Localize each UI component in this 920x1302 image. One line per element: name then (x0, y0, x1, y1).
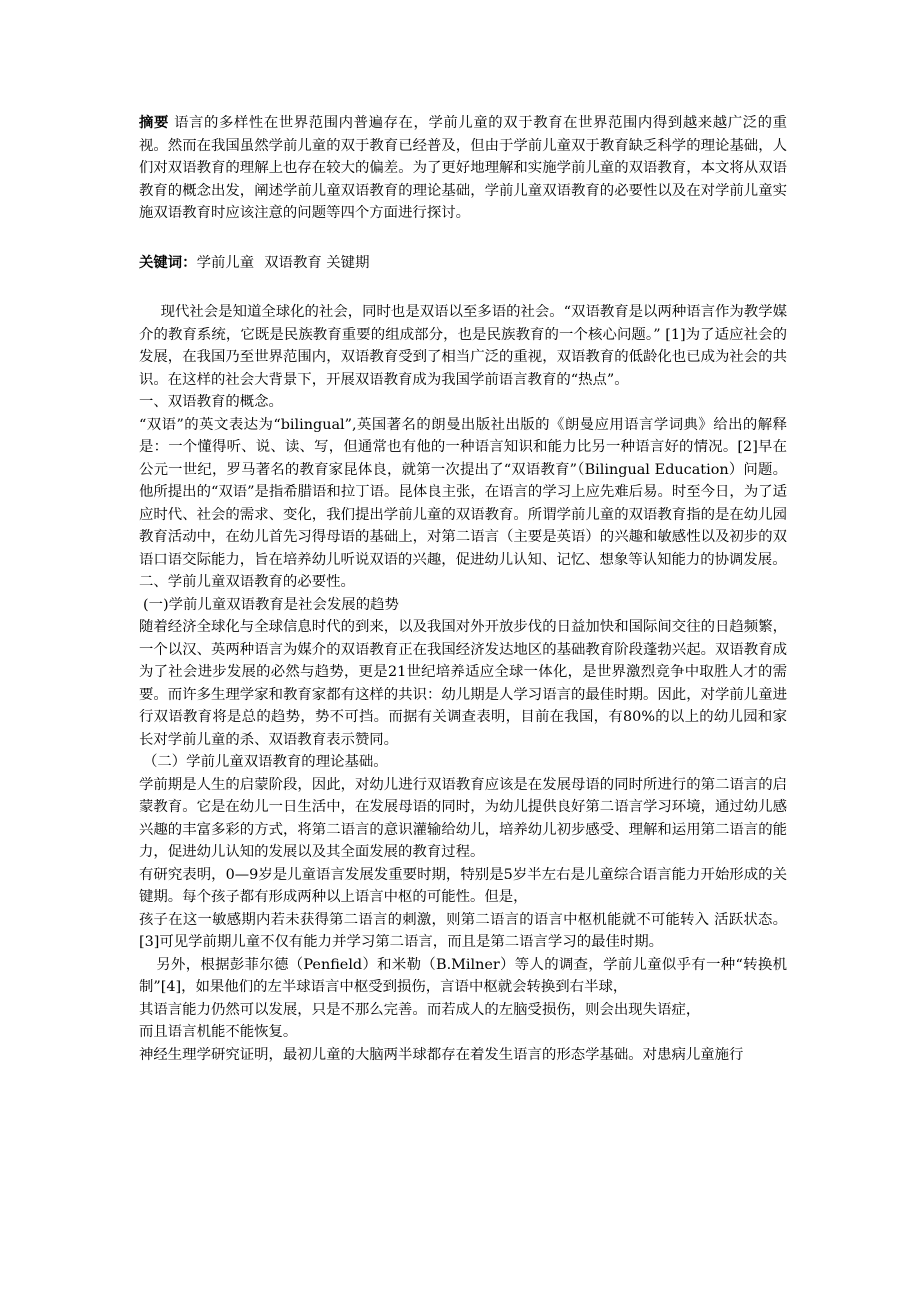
abstract-label: 摘要 (139, 114, 169, 131)
subsection-2-paragraph: 孩子在这一敏感期内若未获得第二语言的刺激，则第二语言的语言中枢机能就不可能转入 活跃状态。[3]可见学前期儿童不仅有能力并学习第二语言，而且是第二语言学习的最佳时期。 (139, 911, 787, 950)
subsection-2-paragraph: 而且语言机能不能恢复。 (139, 1024, 298, 1040)
subsection-2-heading: （二）学前儿童双语教育的理论基础。 (143, 754, 388, 770)
subsection-2-paragraph: 神经生理学研究证明，最初儿童的大脑两半球都存在着发生语言的形态学基础。对患病儿童施行 (139, 1046, 744, 1063)
keyword-item: 学前儿童 (196, 254, 255, 271)
keywords-line (139, 252, 787, 275)
section-2-heading: 二、学前儿童双语教育的必要性。 (139, 574, 355, 590)
subsection-1-heading: (一)学前儿童双语教育是社会发展的趋势 (143, 596, 399, 613)
subsection-2-paragraph: 另外，根据彭菲尔德（Penfield）和米勒（B.Milner）等人的调查，学前儿童似乎有一种“转换机制”[4]，如果他们的左半球语言中枢受到损伤，言语中枢就会转换到右半球， (139, 956, 787, 995)
keywords-label: 关键词： (139, 253, 197, 271)
keyword-item: 双语教育 关键期 (264, 254, 370, 271)
intro-paragraph: 现代社会是知道全球化的社会，同时也是双语以至多语的社会。“双语教育是以两种语言作为教学媒介的教育系统，它既是民族教育重要的组成部分，也是民族教育的一个核心问题。” [1]为了适应社会的发展，在我国乃至世界范围内，双语教育受到了相当广泛的重视，双语教育的低龄化也已成为社会的共识。在这样的社会大背景下，开展双语教育成为我国学前语言教育的“热点”。 (139, 304, 787, 388)
subsection-1-body: 随着经济全球化与全球信息时代的到来，以及我国对外开放步伐的日益加快和国际间交往的日趋频繁，一个以汉、英两种语言为媒介的双语教育正在我国经济发达地区的基础教育阶段蓬勃兴起。双语教育成为了社会进步发展的必然与趋势，更是21世纪培养适应全球一体化，是世界激烈竞争中取胜人才的需要。而许多生理学家和教育家都有这样的共识：幼儿期是人学习语言的最佳时期。因此，对学前儿童进行双语教育将是总的趋势，势不可挡。而据有关调查表明，目前在我国，有80%的以上的幼儿园和家长对学前儿童的杀、双语教育表示赞同。 (139, 619, 787, 748)
subsection-2-paragraph: 有研究表明，0—9岁是儿童语言发展发重要时期，特别是5岁半左右是儿童综合语言能力开始形成的关键期。每个孩子都有形成两种以上语言中枢的可能性。但是， (139, 866, 787, 905)
abstract-text: 语言的多样性在世界范围内普遍存在，学前儿童的双于教育在世界范围内得到越来越广泛的重视。然而在我国虽然学前儿童的双于教育已经普及，但由于学前儿童双于教育缺乏科学的理论基础，人们对双语教育的理解上也存在较大的偏差。为了更好地理解和实施学前儿童的双语教育，本文将从双语教育的概念出发，阐述学前儿童双语教育的理论基础，学前儿童双语教育的必要性以及在对学前儿童实施双语教育时应该注意的问题等四个方面进行探讨。 (139, 115, 787, 221)
section-1-heading: 一、双语教育的概念。 (139, 394, 283, 410)
section-1-body: “双语”的英文表达为“bilingual”,英国著名的朗曼出版社出版的《朗曼应用语言学词典》给出的解释是：一个懂得听、说、读、写，但通常也有他的一种语言知识和能力比另一种语言好的情况。[2]早在公元一世纪，罗马著名的教育家昆体良，就第一次提出了“双语教育”（Bilingual Education）问题。他所提出的“双语”是指希腊语和拉丁语。昆体良主张，在语言的学习上应先难后易。时至今日，为了适应时代、社会的需求、变化，我们提出学前儿童的双语教育。所谓学前儿童的双语教育指的是在幼儿园教育活动中，在幼儿首先习得母语的基础上，对第二语言（主要是英语）的兴趣和敏感性以及初步的双语口语交际能力，旨在培养幼儿听说双语的兴趣，促进幼儿认知、记忆、想象等认知能力的协调发展。 (139, 416, 787, 568)
abstract-paragraph (139, 112, 787, 225)
subsection-2-paragraph: 其语言能力仍然可以发展，只是不那么完善。而若成人的左脑受损伤，则会出现失语症， (139, 1001, 701, 1018)
subsection-2-paragraph: 学前期是人生的启蒙阶段，因此，对幼儿进行双语教育应该是在发展母语的同时所进行的第二语言的启蒙教育。它是在幼儿一日生活中，在发展母语的同时，为幼儿提供良好第二语言学习环境，通过幼儿感兴趣的丰富多彩的方式，将第二语言的意识灌输给幼儿，培养幼儿初步感受、理解和运用第二语言的能力，促进幼儿认知的发展以及其全面发展的教育过程。 (139, 776, 787, 860)
document-page (139, 112, 787, 1066)
